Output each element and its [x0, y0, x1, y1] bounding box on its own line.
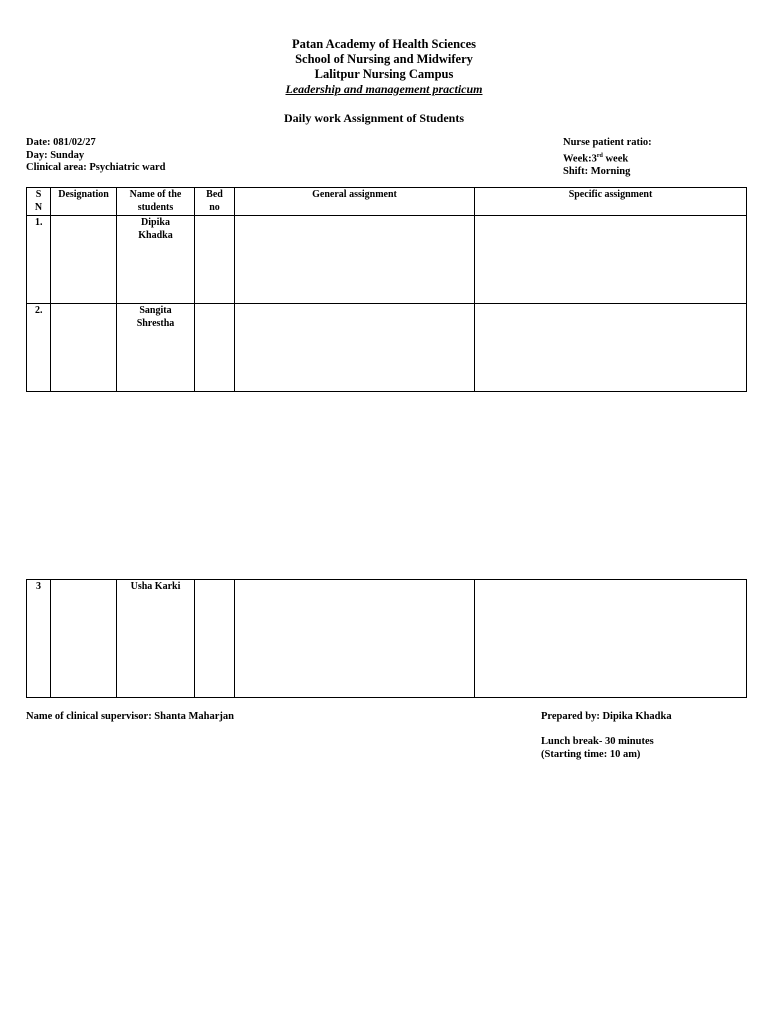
- row-bed: [195, 304, 235, 392]
- col-header-name: Name of the students: [117, 188, 195, 216]
- table-row: [27, 216, 747, 304]
- table-row: [27, 304, 747, 392]
- document-title: Daily work Assignment of Students: [283, 111, 465, 125]
- shift-field: Shift: Morning: [563, 165, 631, 177]
- row-sn: 1.: [27, 216, 51, 304]
- week-suffix: week: [602, 153, 629, 164]
- clinical-area-field: Clinical area: Psychiatric ward: [26, 162, 166, 173]
- col-header-designation: Designation: [51, 188, 117, 216]
- institution-name: Patan Academy of Health Sciences: [291, 37, 476, 51]
- row-student-name: Usha Karki: [117, 580, 195, 698]
- week-field: [563, 150, 652, 166]
- row-general: [235, 216, 475, 304]
- row-bed: [195, 580, 235, 698]
- row-sn: 2.: [27, 304, 51, 392]
- row-designation: [51, 304, 117, 392]
- document-header: [0, 37, 768, 97]
- table-header-row: [27, 188, 747, 216]
- row-sn: 3: [27, 580, 51, 698]
- col-header-specific: Specific assignment: [475, 188, 747, 216]
- day-field: Day: Sunday: [26, 149, 85, 161]
- lunch-break-field: Lunch break- 30 minutes: [541, 736, 654, 747]
- starting-time-field: (Starting time: 10 am): [541, 749, 641, 760]
- row-bed: [195, 216, 235, 304]
- row-specific: [475, 216, 747, 304]
- footer-right: [541, 710, 672, 761]
- row-student-name: Sangita Shrestha: [117, 304, 195, 392]
- prepared-by-field: Prepared by: Dipika Khadka: [541, 711, 672, 722]
- row-general: [235, 304, 475, 392]
- meta-right: [563, 137, 652, 178]
- row-specific: [475, 580, 747, 698]
- row-student-name: Dipika Khadka: [117, 216, 195, 304]
- campus-name: Lalitpur Nursing Campus: [314, 67, 454, 81]
- week-ordinal: rd: [596, 152, 603, 159]
- meta-left: [26, 137, 166, 175]
- ratio-field: Nurse patient ratio:: [563, 137, 652, 148]
- week-prefix: Week:3: [563, 153, 597, 164]
- school-name: School of Nursing and Midwifery: [295, 52, 473, 66]
- row-designation: [51, 580, 117, 698]
- row-designation: [51, 216, 117, 304]
- practicum-title: Leadership and management practicum: [285, 82, 483, 96]
- date-field: Date: 081/02/27: [26, 137, 96, 148]
- row-specific: [475, 304, 747, 392]
- assignment-table: [26, 187, 747, 392]
- col-header-bed: Bed no: [195, 188, 235, 216]
- assignment-table-continued: [26, 579, 747, 698]
- supervisor-field: Name of clinical supervisor: Shanta Maharjan: [26, 711, 234, 722]
- table-row: [27, 580, 747, 698]
- col-header-sn: S N: [27, 188, 51, 216]
- col-header-general: General assignment: [235, 188, 475, 216]
- row-general: [235, 580, 475, 698]
